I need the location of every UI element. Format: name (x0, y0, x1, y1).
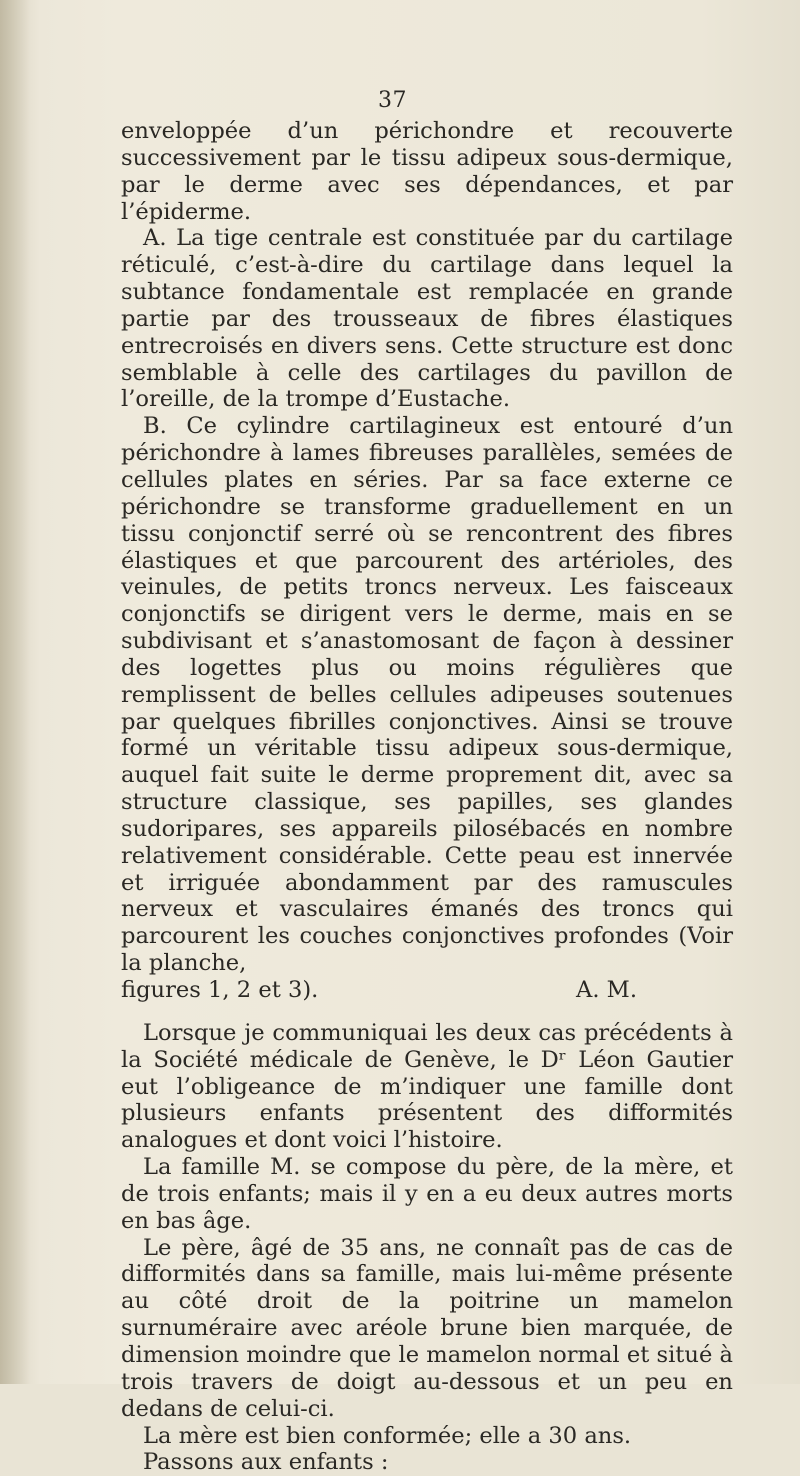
page-gutter-shadow (0, 0, 30, 1384)
paragraph-mother: La mère est bien conformée; elle a 30 ans. (143, 1422, 632, 1449)
paragraph-family: La famille M. se compose du père, de la mère, et de trois enfants; mais il y en a eu deux autres morts en bas âge. (121, 1154, 733, 1234)
section-gap (121, 1004, 733, 1020)
continuation-paragraph: enveloppée d’un périchondre et recouverte successivement par le tissu adipeux sous-dermique, par le derme avec ses dépendances, et par l’épiderme. (121, 118, 733, 225)
paragraph-father: Le père, âgé de 35 ans, ne connaît pas de cas de difformités dans sa famille, mais lui-même présente au côté droit de la poitrine un mamelon surnuméraire avec aréole brune bien marquée, de dimension moindre que le mamelon normal et situé à trois travers de doigt au-dessous et un peu en dedans de celui-ci. (121, 1234, 733, 1422)
figure-reference: figures 1, 2 et 3). (121, 977, 319, 1003)
paragraph-b: B. Ce cylindre cartilagineux est entouré d’un périchondre à lames fibreuses parallèles, semées de cellules plates en séries. Par sa face externe ce périchondre se transforme graduellement en un tissu conjonctif serré où se rencontrent des fibres élastiques et que parcourent des artérioles, des veinules, de petits troncs nerveux. Les faisceaux conjonctifs se dirigent vers le derme, mais en se subdivisant et s’anastomosant de façon à dessiner des logettes plus ou moins régulières que remplissent de belles cellules adipeuses soutenues par quelques fibrilles conjonctives. Ainsi se trouve formé un véritable tissu adipeux sous-dermique, auquel fait suite le derme proprement dit, avec sa structure classique, ses papilles, ses glandes sudoripares, ses appareils pilosébacés en nombre relativement considérable. Cette peau est innervée et irriguée abondamment par des ramuscules nerveux et vasculaires émanés des troncs qui parcourent les couches conjonctives profondes (Voir la planche, (121, 413, 733, 977)
paragraph-children: Passons aux enfants : (143, 1449, 389, 1476)
paragraph-communication: Lorsque je communiquai les deux cas précédents à la Société médicale de Genève, le Dʳ Léon Gautier eut l’obligeance de m’indiquer une famille dont plusieurs enfants présentent des difformités analogues et dont voici l’histoire. (121, 1019, 733, 1154)
body-text (121, 118, 733, 1476)
author-signature: A. M. (576, 977, 637, 1003)
page-number: 37 (378, 88, 407, 113)
paragraph-a: A. La tige centrale est constituée par du cartilage réticulé, c’est-à-dire du cartilage dans lequel la subtance fondamentale est remplacée en grande partie par des trousseaux de fibres élastiques entrecroisés en divers sens. Cette structure est donc semblable à celle des cartilages du pavillon de l’oreille, de la trompe d’Eustache. (121, 225, 733, 413)
figure-reference-line (121, 977, 733, 1004)
